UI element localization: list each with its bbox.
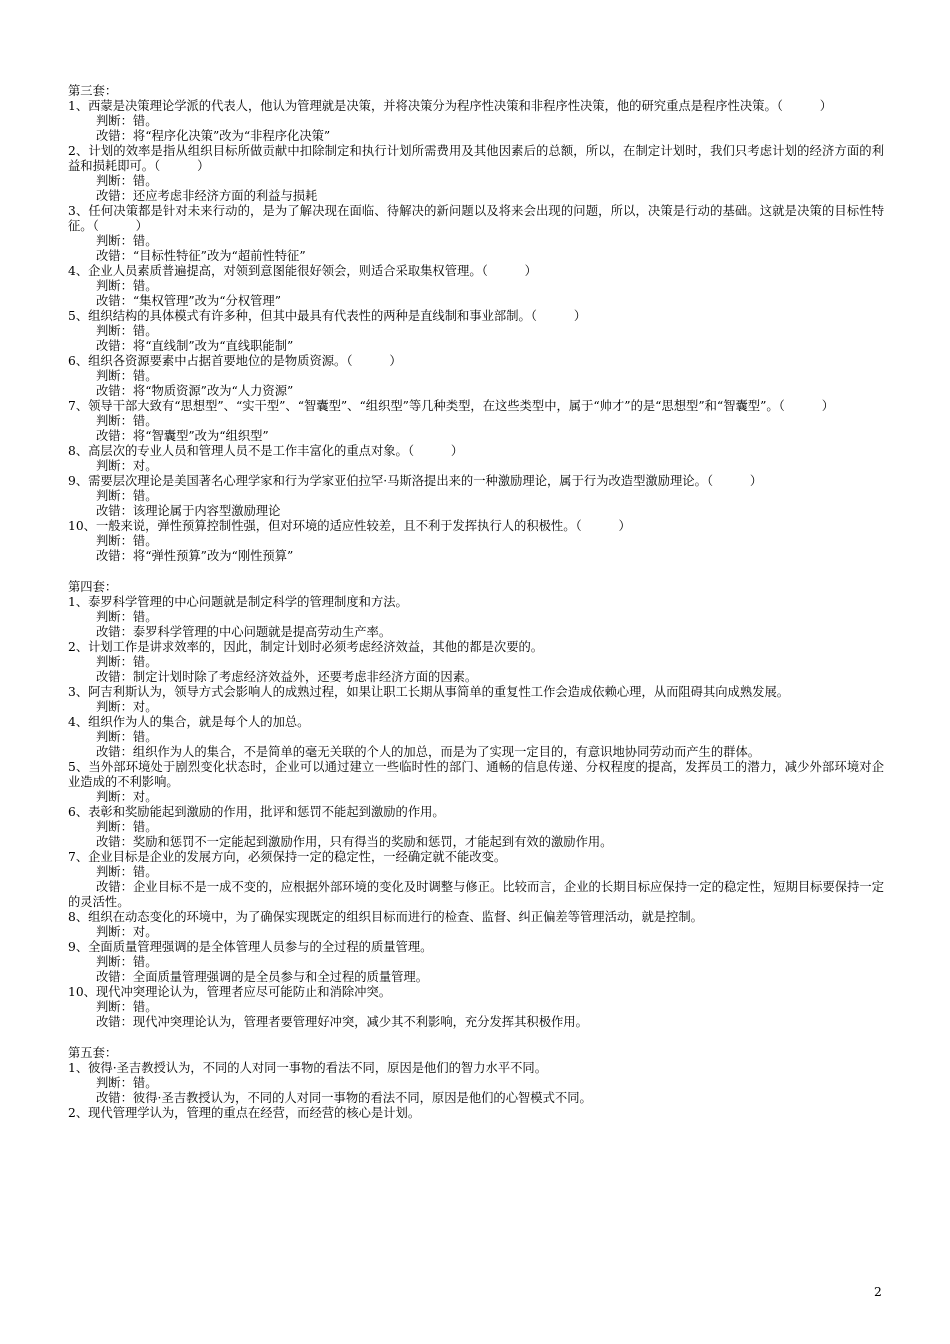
question-text: 6、组织各资源要素中占据首要地位的是物质资源。（ ） (68, 354, 402, 368)
section-gap (68, 564, 884, 580)
page-number: 2 (874, 1285, 882, 1299)
judgement-line: 判断：错。 (96, 489, 158, 503)
section-title: 第四套： (68, 580, 118, 594)
question-text: 10、一般来说，弹性预算控制性强，但对环境的适应性较差，且不利于发挥执行人的积极性。（ ） (68, 519, 631, 533)
question-text: 9、需要层次理论是美国著名心理学家和行为学家亚伯拉罕·马斯洛提出来的一种激励理论，属于行为改造型激励理论。（ ） (68, 474, 763, 488)
judgement-line: 判断：错。 (96, 324, 158, 338)
question-text: 1、西蒙是决策理论学派的代表人，他认为管理就是决策，并将决策分为程序性决策和非程序性决策，他的研究重点是程序性决策。（ ） (68, 99, 833, 113)
judgement-line: 判断：错。 (96, 865, 158, 879)
correction-line: 改错：组织作为人的集合，不是简单的毫无关联的个人的加总，而是为了实现一定目的，有意识地协同劳动而产生的群体。 (96, 745, 761, 759)
section-gap (68, 1030, 884, 1046)
correction-line: 改错：还应考虑非经济方面的利益与损耗 (96, 189, 318, 203)
correction-line: 改错：将“弹性预算”改为“刚性预算” (96, 549, 294, 563)
judgement-line: 判断：错。 (96, 955, 158, 969)
question-text: 8、组织在动态变化的环境中，为了确保实现既定的组织目标而进行的检查、监督、纠正偏差等管理活动，就是控制。 (68, 910, 703, 924)
judgement-line: 判断：错。 (96, 730, 158, 744)
section-title: 第五套： (68, 1046, 118, 1060)
judgement-line: 判断：错。 (96, 279, 158, 293)
correction-line: 改错：将“智囊型”改为“组织型” (96, 429, 269, 443)
judgement-line: 判断：错。 (96, 369, 158, 383)
correction-line: 改错：彼得·圣吉教授认为，不同的人对同一事物的看法不同，原因是他们的心智模式不同。 (96, 1091, 592, 1105)
correction-line: 改错：泰罗科学管理的中心问题就是提高劳动生产率。 (96, 625, 392, 639)
judgement-line: 判断：错。 (96, 610, 158, 624)
judgement-line: 判断：对。 (96, 459, 158, 473)
judgement-line: 判断：错。 (96, 655, 158, 669)
correction-line: 改错：全面质量管理强调的是全员参与和全过程的质量管理。 (96, 970, 429, 984)
judgement-line: 判断：错。 (96, 1000, 158, 1014)
question-text: 7、企业目标是企业的发展方向，必须保持一定的稳定性，一经确定就不能改变。 (68, 850, 507, 864)
question-text: 1、泰罗科学管理的中心问题就是制定科学的管理制度和方法。 (68, 595, 408, 609)
question-text: 8、高层次的专业人员和管理人员不是工作丰富化的重点对象。（ ） (68, 444, 464, 458)
document-body (68, 84, 884, 1121)
question-text: 1、彼得·圣吉教授认为，不同的人对同一事物的看法不同，原因是他们的智力水平不同。 (68, 1061, 548, 1075)
judgement-line: 判断：错。 (96, 1076, 158, 1090)
judgement-line: 判断：对。 (96, 790, 158, 804)
question-text: 6、表彰和奖励能起到激励的作用，批评和惩罚不能起到激励的作用。 (68, 805, 445, 819)
correction-line: 改错：将“直线制”改为“直线职能制” (96, 339, 294, 353)
question-text: 4、组织作为人的集合，就是每个人的加总。 (68, 715, 310, 729)
question-text: 3、任何决策都是针对未来行动的，是为了解决现在面临、待解决的新问题以及将来会出现的问题，所以，决策是行动的基础。这就是决策的目标性特征。（ ） (68, 204, 884, 233)
question-text: 10、现代冲突理论认为，管理者应尽可能防止和消除冲突。 (68, 985, 392, 999)
correction-line: 改错：该理论属于内容型激励理论 (96, 504, 281, 518)
correction-line: 改错：制定计划时除了考虑经济效益外，还要考虑非经济方面的因素。 (96, 670, 478, 684)
judgement-line: 判断：错。 (96, 820, 158, 834)
judgement-line: 判断：错。 (96, 114, 158, 128)
section-title: 第三套： (68, 84, 118, 98)
correction-line: 改错：现代冲突理论认为，管理者要管理好冲突，减少其不利影响，充分发挥其积极作用。 (96, 1015, 588, 1029)
question-text: 9、全面质量管理强调的是全体管理人员参与的全过程的质量管理。 (68, 940, 433, 954)
question-text: 2、现代管理学认为，管理的重点在经营，而经营的核心是计划。 (68, 1106, 421, 1120)
question-text: 5、当外部环境处于剧烈变化状态时，企业可以通过建立一些临时性的部门、通畅的信息传递、分权程度的提高，发挥员工的潜力，减少外部环境对企业造成的不利影响。 (68, 760, 884, 789)
question-text: 2、计划工作是讲求效率的，因此，制定计划时必须考虑经济效益，其他的都是次要的。 (68, 640, 544, 654)
judgement-line: 判断：错。 (96, 234, 158, 248)
judgement-line: 判断：对。 (96, 925, 158, 939)
question-text: 4、企业人员素质普遍提高，对领到意图能很好领会，则适合采取集权管理。（ ） (68, 264, 537, 278)
judgement-line: 判断：错。 (96, 534, 158, 548)
correction-line: 改错：奖励和惩罚不一定能起到激励作用，只有得当的奖励和惩罚，才能起到有效的激励作用。 (96, 835, 613, 849)
question-text: 2、计划的效率是指从组织目标所做贡献中扣除制定和执行计划所需费用及其他因素后的总额，所以，在制定计划时，我们只考虑计划的经济方面的利益和损耗即可。（ ） (68, 144, 884, 173)
correction-line: 改错：“目标性特征”改为“超前性特征” (96, 249, 306, 263)
judgement-line: 判断：对。 (96, 700, 158, 714)
correction-line: 改错：将“程序化决策”改为“非程序化决策” (96, 129, 331, 143)
correction-line: 改错：将“物质资源”改为“人力资源” (96, 384, 294, 398)
question-text: 3、阿吉利斯认为，领导方式会影响人的成熟过程，如果让职工长期从事简单的重复性工作会造成依赖心理，从而阻碍其向成熟发展。 (68, 685, 790, 699)
question-text: 5、组织结构的具体模式有许多种，但其中最具有代表性的两种是直线制和事业部制。（ ） (68, 309, 587, 323)
judgement-line: 判断：错。 (96, 414, 158, 428)
judgement-line: 判断：错。 (96, 174, 158, 188)
correction-line: 改错：企业目标不是一成不变的，应根据外部环境的变化及时调整与修正。比较而言，企业的长期目标应保持一定的稳定性，短期目标要保持一定的灵活性。 (68, 880, 884, 909)
question-text: 7、领导干部大致有“思想型”、“实干型”、“智囊型”、“组织型”等几种类型，在这些类型中，属于“帅才”的是“思想型”和“智囊型”。（ ） (68, 399, 835, 413)
correction-line: 改错：“集权管理”改为“分权管理” (96, 294, 282, 308)
